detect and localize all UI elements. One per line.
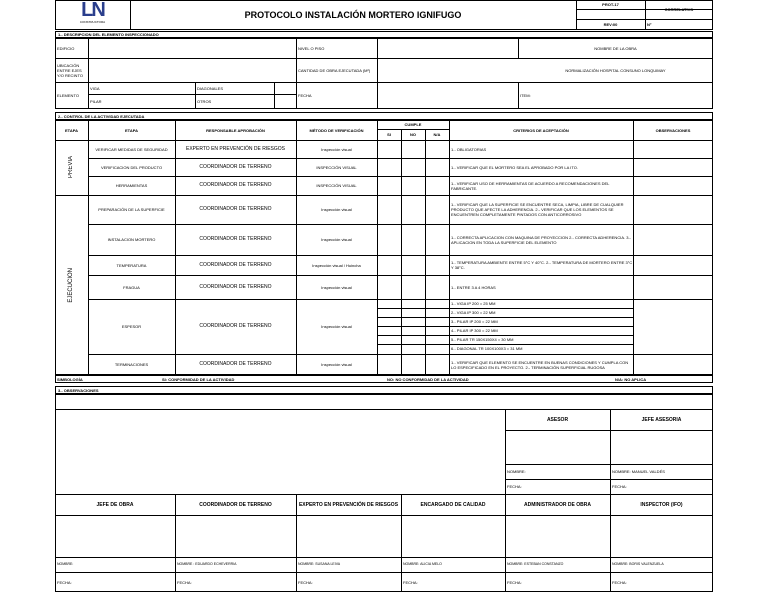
signature-fecha: FECHA: — [57, 579, 72, 585]
espesor-item: 1.- VIGA IP 200 = 25 MM — [451, 301, 496, 306]
header-etapa: ETAPA — [65, 127, 78, 133]
espesor-item: 4.- PILAR IP 300 = 22 MM — [451, 328, 498, 333]
row-metodo: Inspección visual — [321, 237, 352, 242]
diagonales-label: DIAGONALES — [197, 85, 224, 91]
row-etapa: HERRAMIENTAS — [115, 183, 148, 188]
row-criterio: 1.- OBLIGATORIAS — [451, 146, 487, 152]
row-criterio: 1.- ENTRE 3 A 4 HORAS — [451, 284, 496, 290]
protocol-sheet — [55, 0, 713, 594]
signature-name: NOMBRE: ESTEBAN CONSTANZO — [507, 562, 564, 566]
row-etapa: ESPESOR — [121, 324, 142, 329]
header-na: N/A — [433, 132, 441, 137]
otros-label: OTROS — [197, 99, 212, 104]
row-responsable: COORDINADOR DE TERRENO — [199, 323, 272, 329]
viga-label: VIGA — [90, 85, 100, 91]
signature-role: ADMINISTRADOR DE OBRA — [524, 501, 591, 508]
row-metodo: Inspección visual — [321, 207, 352, 212]
signature-fecha: FECHA: — [298, 579, 313, 585]
cantidad-label: CANTIDAD DE OBRA EJECUTADA (M²) — [298, 67, 371, 73]
item-label: ITEM: — [520, 93, 531, 98]
elemento-label: ELEMENTO — [57, 93, 79, 98]
obra-label: NOMBRE DE LA OBRA — [594, 45, 637, 51]
row-responsable: COORDINADOR DE TERRENO — [199, 261, 272, 268]
signature-fecha: FECHA: — [177, 579, 192, 585]
signature-role: INSPECTOR (IFO) — [640, 501, 683, 508]
section2-title: 2.- CONTROL DE LA ACTIVIDAD EJECUTADA — [55, 112, 713, 120]
espesor-item: 3.- PILAR IP 200 = 22 MM — [451, 319, 498, 324]
signature-fecha: FECHA: — [403, 579, 418, 585]
header-observaciones: OBSERVACIONES — [655, 127, 691, 133]
code-label: PROT-17 — [602, 2, 619, 7]
espesor-item: 6.- DIAGONAL TR 100X100X3 = 31 MM — [451, 346, 523, 351]
header-etapa2: ETAPA — [125, 127, 138, 133]
legend-no: NO: NO CONFORMIDAD DE LA ACTIVIDAD — [387, 376, 469, 382]
row-criterio: 1.- VERIFICAR QUE EL MORTERO SEA EL APROBADO POR LA ITO. — [451, 164, 578, 170]
row-responsable: COORDINADOR DE TERRENO — [199, 236, 272, 242]
row-etapa: VERIFICACION DEL PRODUCTO — [100, 164, 163, 170]
jefe-nombre: NOMBRE: MANUEL VALDÉS — [612, 469, 665, 474]
fecha-label: FECHA — [298, 93, 312, 98]
signature-name: NOMBRE: BORIS VALENZUELA — [612, 562, 664, 566]
document-title: PROTOCOLO INSTALACIÓN MORTERO IGNIFUGO — [244, 10, 462, 20]
obra-value: NORMALIZACIÓN HOSPITAL CONSUNO LONQUIMAY — [565, 67, 666, 73]
section1-title: 1.- DESCRIPCION DEL ELEMENTO INSPECCIONADO — [55, 31, 713, 38]
header-cumple: CUMPLE — [404, 122, 422, 127]
signature-name: NOMBRE: SUSANA LEIVA — [298, 562, 341, 566]
row-etapa: INSTALACION MORTERO — [107, 237, 156, 242]
row-metodo: Inspección visual — [321, 324, 352, 329]
row-etapa: VERIFICAR MEDIDAS DE SEGURIDAD — [95, 146, 168, 152]
jefe-asesoria-label: JEFE ASESORIA — [641, 416, 682, 423]
stage-previa: PREVIA — [68, 156, 74, 179]
asesor-nombre: NOMBRE: — [507, 469, 526, 474]
signature-name: NOMBRE: — [57, 562, 74, 566]
row-criterio: 1.- VERIFICAR QUE LA SUPERFICIE SE ENCUENTRE SECA, LIMPIA, LIBRE DE CUALQUIER PRODUCTO QUE AFECTE LA ADHERENCIA. 2.- VERIFICAR QUE LOS ELEMENTOS SE ENCUENTREN COMPLETAMENTE PINTADOS CON ANTICORROSIVO — [451, 202, 624, 217]
row-metodo: INSPECCIÓN VISUAL — [316, 183, 357, 188]
row-metodo: Inspección visual / Huincha — [312, 262, 361, 268]
row-metodo: Inspección visual — [321, 284, 352, 290]
stage-ejecucion: EJECUCIÓN — [68, 267, 74, 303]
row-criterio: 1.- CORRECTA APLICACION CON MAQUINA DE PROYECCION 2.- CORRECTA ADHERENCIA. 3.- APLICACION EN TODA LA SUPERFICIE DEL ELEMENTO — [451, 234, 631, 245]
row-responsable: COORDINADOR DE TERRENO — [199, 283, 272, 290]
signature-name: NOMBRE : EDUARDO ECHEVERRIA — [177, 562, 237, 566]
header-no: NO — [410, 132, 416, 137]
header-metodo: MÉTODO DE VERIFICACIÓN — [309, 127, 364, 133]
asesor-label: ASESOR — [546, 416, 569, 423]
signature-role: EXPERTO EN PREVENCIÓN DE RIESGOS — [298, 501, 399, 508]
header-criterios: CRITERIOS DE ACEPTACIÓN — [513, 127, 569, 133]
company-logo: LN CONSTRUCTORA — [79, 0, 106, 24]
signature-role: COORDINADOR DE TERRENO — [199, 501, 272, 508]
section3-title: 3.- OBSERVACIONES — [55, 386, 713, 394]
edificio-label: EDIFICIO — [57, 45, 75, 51]
row-metodo: Inspección visual — [321, 146, 352, 152]
legend-si: SI: CONFORMIDAD DE LA ACTIVIDAD — [162, 376, 235, 382]
number-label: N° — [647, 22, 652, 27]
espesor-item: 5.- PILAR TR 150X150X4 = 30 MM — [451, 337, 514, 342]
row-responsable: EXPERTO EN PREVENCIÓN DE RIESGOS — [185, 145, 285, 152]
row-criterio: 1.- VERIFICAR USO DE HERRAMIENTAS DE ACUERDO A RECOMENDACIONES DEL FABRICANTE. — [451, 180, 610, 191]
signature-fecha: FECHA: — [507, 579, 522, 585]
revision-label: REV:00 — [603, 22, 618, 27]
legend-simbologia: SIMBOLOGÍA — [57, 376, 83, 382]
pilar-label: PILAR — [90, 99, 102, 104]
signature-name: NOMBRE: ALICIA MELO — [403, 562, 442, 566]
signature-role: ENCARGADO DE CALIDAD — [420, 501, 486, 508]
header-responsable: RESPONSABLE APROBACIÓN — [206, 127, 265, 133]
row-etapa: FRAGUA — [123, 284, 140, 290]
jefe-fecha: FECHA: — [612, 484, 627, 489]
row-metodo: Inspección visual — [321, 362, 352, 367]
row-criterio: 1.- VERIFICAR QUE ELEMENTO SE ENCUENTRE EN BUENAS CONDICIONES Y CUMPLA CON LO ESPECIFICADO EN EL PROYECTO. 2.- TERMINACIÓN SUPERFICIAL RUGOSA — [451, 359, 629, 370]
header-si: SI — [387, 132, 391, 137]
row-responsable: COORDINADOR DE TERRENO — [199, 163, 272, 170]
row-etapa: PREPARACIÓN DE LA SUPERFICIE — [98, 207, 165, 212]
row-responsable: COORDINADOR DE TERRENO — [199, 182, 272, 188]
correlativo-label: CORRELATIVO — [664, 7, 694, 12]
row-responsable: COORDINADOR DE TERRENO — [199, 361, 272, 367]
row-etapa: TEMPERATURA — [116, 262, 147, 268]
signature-fecha: FECHA: — [612, 579, 627, 585]
row-criterio: 1.- TEMPERATURA AMBIENTE ENTRE 5°C Y 40°C. 2.- TEMPERATURA DE MORTERO ENTRE 3°C Y 38°C. — [451, 260, 633, 270]
espesor-item: 2.- VIGA IP 300 = 22 MM — [451, 310, 496, 315]
ubicacion-label: UBICACIÓN ENTRE EJES Y/O RECINTO — [57, 62, 83, 78]
legend-na: N/A: NO APLICA — [615, 376, 647, 382]
nivel-label: NIVEL O PISO — [298, 45, 325, 51]
asesor-fecha: FECHA: — [507, 484, 522, 489]
row-responsable: COORDINADOR DE TERRENO — [199, 206, 272, 212]
row-metodo: INSPECCIÓN VISUAL — [316, 164, 357, 170]
row-etapa: TERMINACIONES — [114, 362, 149, 367]
signature-role: JEFE DE OBRA — [96, 501, 134, 508]
